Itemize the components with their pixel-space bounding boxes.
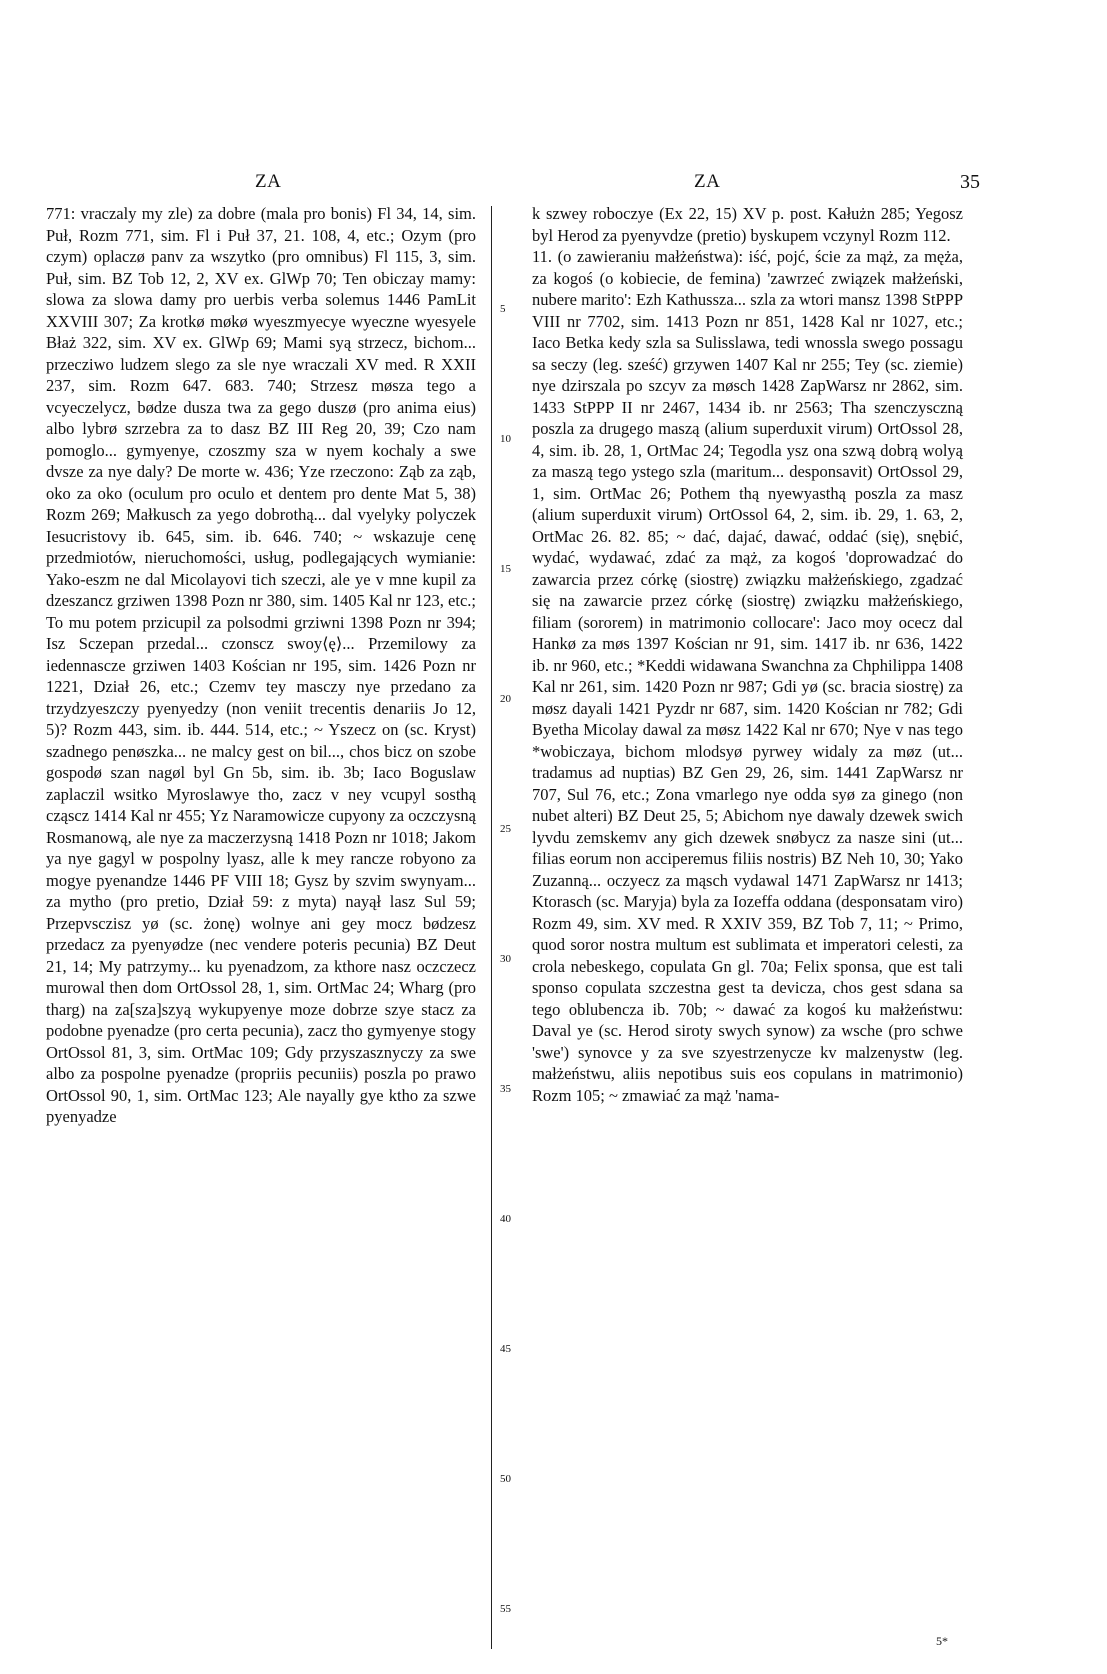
line-number-5: 5 <box>500 303 506 315</box>
line-number-20: 20 <box>500 693 511 705</box>
line-number-30: 30 <box>500 953 511 965</box>
left-column-text: 771: vraczaly my zle) za dobre (mala pro bonis) Fl 34, 14, sim. Puł, Rozm 771, sim. Fl i Puł 37, 21. 108, 4, etc.; Ozym (pro czym) oplaczø panv za wszytko (pro omnibus) Fl 115, 3, sim. Puł, sim. BZ Tob 12, 2, XV ex. GlWp 70; Ten obiczay mamy: slowa za slowa damy pro uerbis verba solemus 1446 PamLit XXVIII 307; Za krotkø møkø wyeszmyecye wyeczne wyesyele Błaż 322, sim. XV ex. GlWp 69; Mami syą strzecz, bichom... przecziwo ludzem slego za sle nye wraczali XV med. R XXII 237, sim. Rozm 647. 683. 740; Strzesz møsza tego a vcyeczelycz, bødze dusza twa za gego duszø (pro anima eius) albo lybrø szrzebra za to dasz BZ III Reg 20, 39; Czo nam pomoglo... gymyenye, czoszmy sza w nyem kochaly a swe dvsze za nye daly? De morte w. 436; Yze rzeczono: Ząb za ząb, oko za oko (oculum pro oculo et dentem pro dente Mat 5, 38) Rozm 269; Małkusch za yego dobrothą... dal vyelyky polyczek Iesucristovy ib. 645, sim. ib. 646. 740; ~ wskazuje cenę przedmiotów, nieruchomości, usług, podlegających wymianie: Yako-eszm ne dal Micolayovi tich szeczi, ale ye v mne kupil za dzeszancz grziwen 1398 Pozn nr 380, sim. 1405 Kal nr 123, etc.; To mu potem przicupil za polsodmi grziwni 1398 Pozn nr 394; Isz Sczepan przedal... czonscz swoy⟨ę⟩... Przemilowy za iedennascze grziwen 1403 Kościan nr 195, sim. 1426 Pozn nr 1221, Dział 26, etc.; Czemv tey masczy nye przedano za trzydzyeszczy pyenyedzy (non veniit trecentis denariis Jo 12, 5)? Rozm 443, sim. ib. 444. 514, etc.; ~ Yszecz on (sc. Kryst) szadnego penøszka... ne malcy gest on bil..., chos bicz on szobe gospodø szan nagøl byl Gn 5b, sim. ib. 3b; Iaco Boguslaw zaplaczil wsitko Myroslawye tho, zacz v ney vcupyl sosthą cząscz 1414 Kal nr 455; Yz Naramowicze cupyony za oczczysną Rosmanową, ale nye za maczerzysną 1418 Pozn nr 1018; Jakom ya nye gagyl w pospolny lyasz, alle k mey rancze robyono za mogye pyenandze 1446 PF VIII 18; Gysz by szvim swynyam... za mytho (pro pretio, Dział 59: z myta) nayął lasz Sul 59; Przepvsczisz yø (sc. żonę) wolnye ani gey mocz bødzesz przedacz za pyenyødze (nec vendere poteris pecunia) BZ Deut 21, 14; My patrzymy... ku pyenadzom, za kthore nasz oczczecz murowal then dom OrtOssol 28, 1, sim. OrtMac 24; Wharg (pro tharg) na za[sza]szyą wykupyenye moze dobrze szye stacz za podobne pyenadze (pro certa pecunia), zacz tho gymyenye stogy OrtOssol 81, 3, sim. OrtMac 109; Gdy przyszasznyczy za swe albo za pospolne pyenadze (propriis pecuniis) poszla po prawo OrtOssol 90, 1, sim. OrtMac 123; Ale nayally gye ktho za szwe pyenyadze <box>46 204 476 1126</box>
running-head-left: ZA <box>255 171 282 192</box>
line-number-45: 45 <box>500 1343 511 1355</box>
line-number-55: 55 <box>500 1603 511 1615</box>
line-number-40: 40 <box>500 1213 511 1225</box>
column-divider <box>491 206 492 1649</box>
line-number-50: 50 <box>500 1473 511 1485</box>
line-number-25: 25 <box>500 823 511 835</box>
line-number-15: 15 <box>500 563 511 575</box>
line-number-35: 35 <box>500 1083 511 1095</box>
signature-mark: 5* <box>936 1634 948 1648</box>
line-number-10: 10 <box>500 433 511 445</box>
right-column-text: k szwey roboczye (Ex 22, 15) XV p. post. Kałużn 285; Yegosz byl Herod za pyenyvdze (pretio) byskupem vczynyl Rozm 112. 11. (o zawieraniu małżeństwa): iść, pojć, ście za mąż, za męża, za kogoś (o kobiecie, de femina) 'zawrzeć związek małżeński, nubere marito': Ezh Kathussza... szla za wtori mansz 1398 StPPP VIII nr 7702, sim. 1413 Pozn nr 851, 1428 Kal nr 1027, etc.; Iaco Betka kedy szla sa Sulisslawa, tedi wnossla swego possagu sa seczy (leg. sześć) grzywen 1407 Kal nr 255; Tey (sc. ziemie) nye dzirszala po szcyv za møsch 1428 ZapWarsz nr 2862, sim. 1433 StPPP II nr 2467, 1434 ib. nr 2563; Tha szenczysczną poszla za drugego maszą (alium superduxit virum) OrtOssol 28, 4, sim. ib. 28, 1, OrtMac 24; Tegodla ysz ona szwą dobrą wolyą za maszą tego ystego szla (maritum... desponsavit) OrtOssol 29, 1, sim. OrtMac 26; Pothem thą nyewyasthą poszla za masz (alium superduxit virum) OrtOssol 64, 2, sim. ib. 29, 1. 63, 2, OrtMac 26. 82. 85; ~ dać, dajać, dawać, oddać (się), snębić, wydać, wydawać, zdać za mąż, za kogoś 'doprowadzać do zawarcia przez córkę (siostrę) związku małżeńskiego, zgadzać się na zawarcie przez córkę (siostrę) związku małżeńskiego, filiam (sororem) in matrimonio collocare': Jaco moy ocecz dal Hankø za møs 1397 Kościan nr 91, sim. 1417 ib. nr 636, 1422 ib. nr 960, etc.; *Keddi widawana Swanchna za Chphilippa 1408 Kal nr 261, sim. 1420 Pozn nr 987; Gdi yø (sc. bracia siostrę) za møsz dayali 1421 Pyzdr nr 687, sim. 1420 Kościan nr 782; Gdi Byetha Micolay dawal za møsz 1422 Kal nr 670; Nye v nas tego *wobiczaya, bichom mlodsyø pyrwey widaly za møz (ut... tradamus ad nuptias) BZ Gen 29, 26, sim. 1441 ZapWarsz nr 707, Sul 76, etc.; Zona vmarlego nye odda syø za ginego (non nubet alteri) BZ Deut 25, 5; Abichom nye dawaly dzewek swich lyvdu zemskemv any gich dzewek snøbycz za nasze sini (ut... filias eorum non acciperemus filiis nostris) BZ Neh 10, 30; Yako Zuzanną... oczyecz za mąsch vydawal 1471 ZapWarsz nr 1413; Ktorasch (sc. Maryja) byla za Iozeffa oddana (desponsatam viro) Rozm 49, sim. XV med. R XXIV 359, BZ Tob 7, 11; ~ Primo, quod soror nostra multum est sublimata et imperatori celesti, za crola nebeskego, copulata Gn gl. 70a; Felix sponsa, que est tali sponso copulata szczestna gest ta devicza, chos gest sdana sa tego oblubencza ib. 70b; ~ dawać za kogoś ku małżeństwu: Daval ye (sc. Herod siroty swych synow) za wsche (pro schwe 'swe') synovce y za sve szyestrzenycze kv malzenystw (leg. małżeństwu, aliis nepotibus suis eos copulans in matrimonio) Rozm 105; ~ zmawiać za mąż 'nama- <box>532 204 963 1105</box>
page-number: 35 <box>960 171 980 193</box>
running-head-right: ZA <box>694 171 721 192</box>
